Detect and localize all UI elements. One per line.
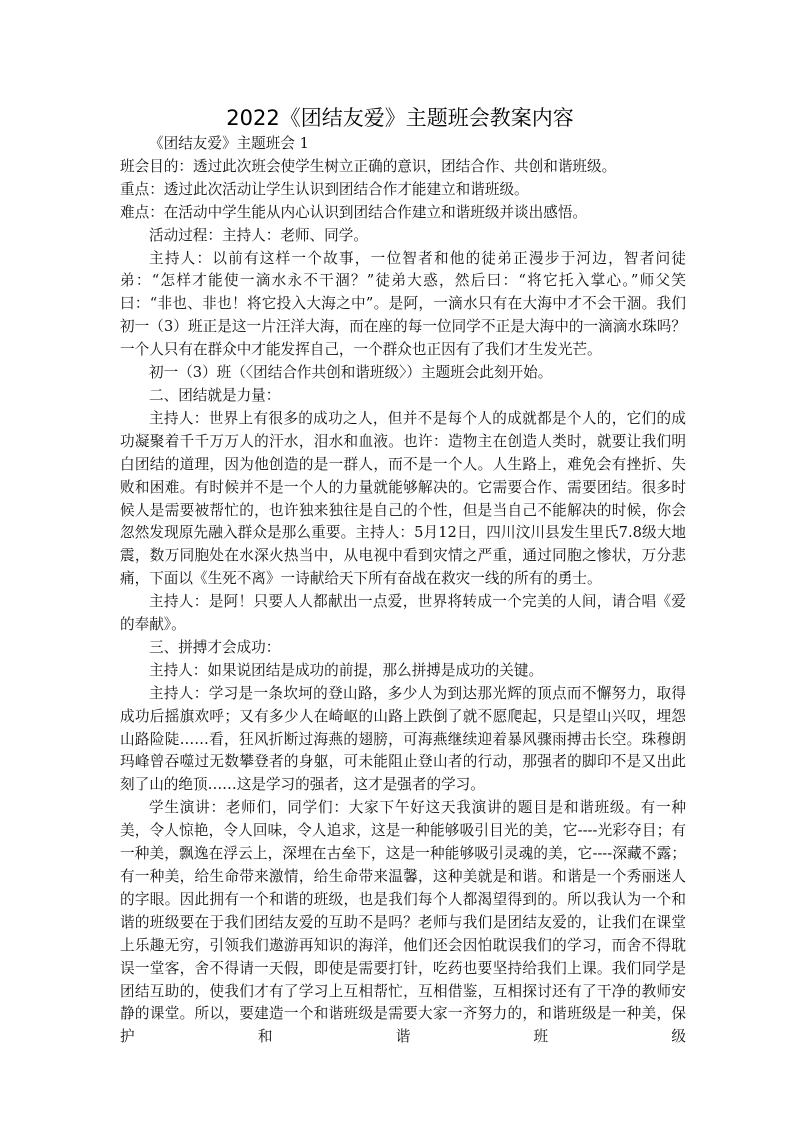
paragraph: 学生演讲：老师们，同学们：大家下午好这天我演讲的题目是和谐班级。有一种美，令人惊艳，令人回味，令人追求，这是一种能够吸引目光的美，它----光彩夺目；有一种美，飘逸在浮云上，深埋在古垒下，这是一种能够吸引灵魂的美，它----深藏不露；有一种美，给生命带来激情，给生命带来温馨，这种美就是和谐。和谐是一个秀丽迷人的字眼。因此拥有一个和谐的班级，也是我们每个人都渴望得到的。所以我认为一个和谐的班级要在于我们团结友爱的互助不是吗？老师与我们是团结友爱的，让我们在课堂上乐趣无穷，引领我们遨游再知识的海洋，他们还会因怕耽误我们的学习，而舍不得耽误一堂客，舍不得请一天假，即使是需要打针，吃药也要坚持给我们上课。我们同学是团结互助的，使我们才有了学习上互相帮忙，互相借鉴，互相探讨还有了干净的教师安静的课堂。所以，要建造一个和谐班级是需要大家一齐努力的，和谐班级是一种美，保护和谐班级 — [120, 799, 686, 1046]
paragraph: 初一（3）班（〈团结合作共创和谐班级〉）主题班会此刻开始。 — [149, 364, 553, 382]
paragraph: 二、团结就是力量： — [149, 386, 281, 404]
paragraph: 《团结友爱》主题班会 1 — [149, 135, 309, 152]
paragraph: 主持人：是阿！只要人人都献出一点爱，世界将转成一个完美的人间，请合唱《爱的奉献》。 — [120, 593, 686, 634]
paragraph: 活动过程：主持人：老师、同学。 — [149, 226, 368, 244]
paragraph: 班会目的：透过此次班会使学生树立正确的意识，团结合作、共创和谐班级。 — [120, 157, 617, 175]
paragraph: 主持人：如果说团结是成功的前提，那么拼搏是成功的关键。 — [149, 661, 544, 679]
paragraph: 主持人：世界上有很多的成功之人，但并不是每个人的成就都是个人的，它们的成功凝聚着千千万万人的汗水，泪水和血液。也许：造物主在创造人类时，就要让我们明白团结的道理，因为他创造的是一群人，而不是一个人。人生路上，难免会有挫折、失败和困难。有时候并不是一个人的力量就能够解决的。它需要合作、需要团结。很多时候人是需要被帮忙的，也许独来独往是自己的个性，但是当自己不能解决的时候，你会忽然发现原先融入群众是那么重要。主持人：5月12日，四川汶川县发生里氏7.8级大地震，数万同胞处在水深火热当中，从电视中看到灾情之严重，通过同胞之惨状，万分悲痛，下面以《生死不离》一诗献给天下所有奋战在救灾一线的所有的勇士。 — [120, 409, 686, 588]
paragraph: 主持人：以前有这样一个故事，一位智者和他的徒弟正漫步于河边，智者问徒弟：“怎样才能使一滴水永不干涸？”徒弟大惑，然后曰：“将它托入掌心。”师父笑曰：“非也、非也！将它投入大海之中”。是阿，一滴水只有在大海中才不会干涸。我们初一（3）班正是这一片汪洋大海，而在座的每一位同学不正是大海中的一滴滴水珠吗？一个人只有在群众中才能发挥自己，一个群众也正因有了我们才生发光芒。 — [120, 249, 686, 359]
paragraph: 三、拼搏才会成功： — [149, 638, 281, 656]
paragraph: 主持人：学习是一条坎坷的登山路，多少人为到达那光辉的顶点而不懈努力，取得成功后摇旗欢呼；又有多少人在崎岖的山路上跌倒了就不愿爬起，只是望山兴叹，埋怨山路险陡……看，狂风折断过海燕的翅膀，可海燕继续迎着暴风骤雨搏击长空。珠穆朗玛峰曾吞噬过无数攀登者的身躯，可未能阻止登山者的行动，那强者的脚印不是又出此刻了山的绝顶……这是学习的强者，这才是强者的学习。 — [120, 684, 686, 794]
document-title: 2022《团结友爱》主题班会教案内容 — [226, 106, 574, 130]
paragraph: 重点：透过此次活动让学生认识到团结合作才能建立和谐班级。 — [120, 180, 529, 198]
document-body — [120, 133, 686, 1049]
paragraph: 难点：在活动中学生能从内心认识到团结合作建立和谐班级并谈出感悟。 — [120, 203, 588, 221]
